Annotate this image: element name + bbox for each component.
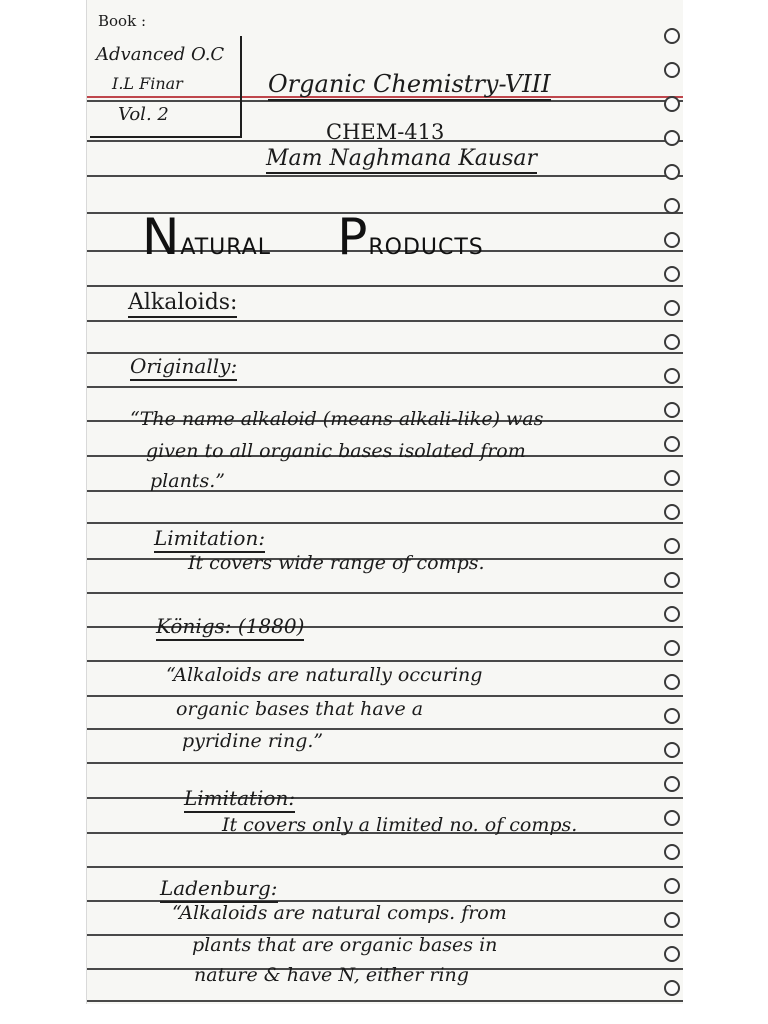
binding-hole-icon [664, 334, 680, 350]
binding-hole-icon [664, 198, 680, 214]
originally-heading: Originally: [130, 354, 237, 381]
binding-hole-icon [664, 504, 680, 520]
ruled-line [87, 592, 683, 594]
definition-3-line-2: plants that are organic bases in [192, 934, 498, 956]
binding-hole-icon [664, 470, 680, 486]
binding-hole-icon [664, 62, 680, 78]
limitation-1-text: It covers wide range of comps. [188, 552, 485, 574]
binding-hole-icon [664, 674, 680, 690]
binding-hole-icon [664, 402, 680, 418]
definition-2-line-2: organic bases that have a [176, 698, 424, 720]
ruled-line [87, 285, 683, 287]
binding-hole-icon [664, 776, 680, 792]
ruled-line [87, 386, 683, 388]
binding-hole-icon [664, 742, 680, 758]
binding-hole-icon [664, 980, 680, 996]
binding-hole-icon [664, 538, 680, 554]
definition-3-line-1: “Alkaloids are natural comps. from [172, 902, 507, 924]
binding-hole-icon [664, 572, 680, 588]
binding-hole-icon [664, 640, 680, 656]
binding-hole-icon [664, 946, 680, 962]
ruled-line [87, 762, 683, 764]
teacher-name: Mam Naghmana Kausar [266, 146, 537, 174]
definition-2-line-3: pyridine ring.” [182, 730, 324, 752]
binding-hole-icon [664, 844, 680, 860]
definition-1-line-3: plants.” [150, 470, 225, 492]
book-author: I.L Finar [112, 74, 183, 93]
title-initial-n: N [142, 208, 181, 266]
ruled-line [87, 175, 683, 177]
konigs-heading: Königs: (1880) [156, 614, 304, 641]
binding-hole-icon [664, 164, 680, 180]
binding-hole-icon [664, 368, 680, 384]
page-title [142, 208, 484, 266]
title-word-natural: ATURAL [180, 235, 271, 260]
binding-hole-icon [664, 28, 680, 44]
binding-hole-icon [664, 130, 680, 146]
title-initial-p: P [337, 208, 369, 266]
limitation-1-heading: Limitation: [154, 526, 265, 553]
definition-2-line-1: “Alkaloids are naturally occuring [166, 664, 483, 686]
binding-hole-icon [664, 708, 680, 724]
title-word-products: RODUCTS [368, 235, 484, 260]
binding-hole-icon [664, 232, 680, 248]
book-title: Advanced O.C [96, 44, 225, 65]
definition-3-line-3: nature & have N, either ring [194, 964, 469, 986]
binding-hole-icon [664, 266, 680, 282]
ruled-line [87, 522, 683, 524]
ruled-line [87, 660, 683, 662]
binding-hole-icon [664, 912, 680, 928]
book-label: Book : [98, 12, 146, 30]
binding-hole-icon [664, 96, 680, 112]
ruled-line [87, 695, 683, 697]
binding-hole-icon [664, 606, 680, 622]
ruled-line [87, 797, 683, 799]
course-code: CHEM-413 [326, 120, 445, 144]
binding-hole-icon [664, 300, 680, 316]
ruled-line [87, 320, 683, 322]
book-volume: Vol. 2 [118, 104, 169, 125]
ruled-line [87, 1000, 683, 1002]
definition-1-line-1: “The name alkaloid (means alkali-like) was [130, 408, 544, 430]
definition-1-line-2: given to all organic bases isolated from [146, 440, 526, 462]
ruled-line [87, 866, 683, 868]
ruled-line [87, 728, 683, 730]
binding-hole-icon [664, 878, 680, 894]
limitation-2-text: It covers only a limited no. of comps. [222, 814, 578, 836]
binding-hole-icon [664, 436, 680, 452]
binding-hole-icon [664, 810, 680, 826]
limitation-2-heading: Limitation: [184, 786, 295, 813]
ladenburg-heading: Ladenburg: [160, 876, 278, 903]
course-title: Organic Chemistry-VIII [268, 70, 551, 101]
spiral-binding [664, 18, 682, 998]
alkaloids-heading: Alkaloids: [128, 290, 237, 318]
